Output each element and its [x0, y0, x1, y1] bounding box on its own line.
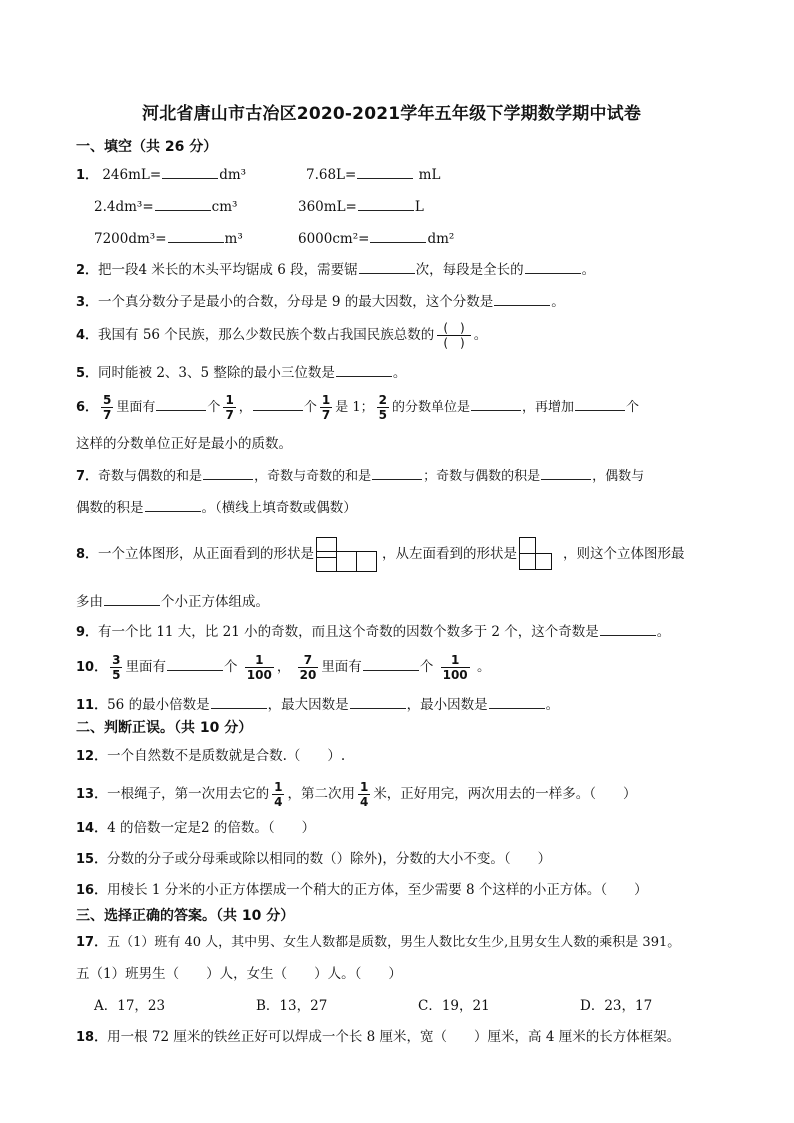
- question-text: 个: [223, 659, 238, 675]
- question-text: ，再增加: [521, 400, 574, 415]
- answer-blank[interactable]: [600, 621, 656, 636]
- unit: L: [414, 199, 424, 215]
- question-text: ，偶数与: [592, 469, 645, 484]
- denominator: 4: [359, 795, 369, 809]
- question-7-line-2: [76, 497, 357, 518]
- answer-blank[interactable]: [162, 164, 218, 179]
- answer-blank[interactable]: [203, 465, 253, 480]
- question-text: 。: [476, 659, 491, 675]
- question-number: 14．: [76, 821, 108, 836]
- expression: 2.4dm³=: [94, 199, 154, 215]
- question-number: 3．: [76, 295, 99, 310]
- question-text: ，从左面看到的形状是: [382, 546, 518, 562]
- question-14: [76, 818, 315, 839]
- denominator: 4: [274, 795, 283, 809]
- question-text: 4 的倍数一定是2 的倍数。（ ）: [107, 820, 316, 836]
- unit: cm³: [211, 199, 238, 215]
- numerator: 2: [378, 393, 387, 407]
- question-text: 。: [551, 294, 565, 310]
- denominator: 100: [246, 668, 272, 682]
- denominator: 100: [442, 668, 468, 682]
- numerator: 1: [321, 393, 331, 407]
- section-heading-1: 一、填空（共 26 分）: [76, 139, 218, 155]
- question-text: 56 的最小倍数是: [107, 697, 210, 713]
- answer-blank[interactable]: [156, 396, 206, 411]
- fraction: [320, 393, 332, 422]
- answer-blank[interactable]: [363, 656, 419, 671]
- fraction: [358, 780, 370, 809]
- fraction: [377, 393, 389, 422]
- fraction: [245, 653, 274, 682]
- question-number: 17．: [76, 935, 108, 950]
- question-text: ，则这个立体图形最: [563, 546, 685, 562]
- question-number: 6．: [76, 400, 99, 415]
- question-text: 同时能被 2、3、5 整除的最小三位数是: [98, 365, 335, 381]
- question-8: [76, 536, 685, 573]
- fraction: [441, 653, 470, 682]
- question-number: 9．: [76, 625, 99, 640]
- question-7: [76, 465, 644, 487]
- question-text: 有一个比 11 大，比 21 小的奇数，而且这个奇数的因数个数多于 2 个，这个奇数是: [98, 624, 599, 640]
- question-text: 奇数与偶数的和是: [98, 469, 203, 484]
- numerator: 1: [274, 780, 283, 794]
- answer-blank[interactable]: [145, 497, 201, 512]
- option-c[interactable]: C．19，21: [418, 998, 490, 1014]
- question-number: 12．: [76, 749, 108, 764]
- question-17: [76, 933, 680, 953]
- question-6-line-2: 这样的分数单位正好是最小的质数。: [76, 436, 292, 452]
- denominator: 5: [378, 408, 387, 422]
- question-number: 8．: [76, 547, 99, 562]
- question-text: 里面有: [116, 400, 156, 415]
- page-title: 河北省唐山市古冶区2020-2021学年五年级下学期数学期中试卷: [142, 104, 642, 124]
- question-text: 分数的分子或分母乘或除以相同的数（）除外)，分数的大小不变。（ ）: [107, 851, 552, 867]
- question-text: 。: [545, 697, 560, 713]
- answer-blank[interactable]: [357, 164, 413, 179]
- question-text: 把一段4 米长的木头平均锯成 6 段，需要锯: [98, 262, 358, 278]
- answer-blank[interactable]: [211, 694, 267, 709]
- question-text: ；奇数与偶数的积是: [423, 469, 541, 484]
- question-text: 。: [656, 624, 671, 640]
- question-text: 一根绳子，第一次用去它的: [107, 786, 270, 802]
- option-a[interactable]: A．17，23: [94, 998, 166, 1014]
- question-13: [76, 777, 637, 812]
- answer-blank[interactable]: [372, 465, 422, 480]
- answer-blank[interactable]: [494, 291, 550, 306]
- question-text: 米，正好用完，两次用去的一样多。（ ）: [373, 786, 637, 802]
- question-text: 一个真分数分子是最小的合数，分母是 9 的最大因数，这个分数是: [98, 294, 494, 310]
- question-text: 个: [207, 400, 221, 415]
- question-12: [76, 746, 345, 767]
- question-text: ，: [238, 400, 252, 415]
- question-number: 13．: [76, 787, 108, 802]
- unit: mL: [418, 167, 441, 183]
- answer-blank[interactable]: [370, 228, 426, 243]
- question-text: 个: [625, 400, 639, 415]
- expression: 6000cm²=: [298, 231, 370, 247]
- fraction: [298, 653, 319, 682]
- numerator: 1: [359, 780, 369, 794]
- question-1-item-b: [306, 164, 440, 185]
- question-text: 。: [473, 327, 488, 343]
- fraction-blank[interactable]: [437, 321, 470, 350]
- question-number: 15．: [76, 852, 108, 867]
- answer-blank[interactable]: [358, 196, 414, 211]
- question-9: [76, 621, 670, 643]
- question-1-item-e: [94, 228, 243, 249]
- numerator: 5: [103, 393, 112, 407]
- answer-blank[interactable]: [155, 196, 211, 211]
- question-text: 我国有 56 个民族，那么少数民族个数占我国民族总数的: [98, 327, 435, 343]
- question-text: 个: [419, 659, 434, 675]
- question-text: 的分数单位是: [391, 400, 470, 415]
- question-number: 10．: [76, 660, 108, 675]
- question-text: 多由: [76, 594, 103, 610]
- question-number: 18．: [76, 1030, 108, 1045]
- answer-blank[interactable]: [168, 228, 224, 243]
- question-11: [76, 694, 559, 716]
- denominator: 20: [299, 668, 317, 682]
- expression: 7.68L=: [306, 167, 357, 183]
- question-text: 个: [303, 400, 317, 415]
- question-1-row-1: [76, 164, 246, 186]
- question-number: 11．: [76, 698, 108, 713]
- question-5: [76, 362, 406, 384]
- question-text: 是 1；: [335, 400, 374, 415]
- question-text: 一个立体图形，从正面看到的形状是: [98, 546, 315, 562]
- numerator: 7: [303, 653, 313, 667]
- question-text: 偶数的积是: [76, 500, 144, 516]
- question-number: 7．: [76, 469, 99, 484]
- answer-blank[interactable]: [253, 396, 303, 411]
- question-2: [76, 259, 595, 281]
- fraction: [272, 780, 284, 809]
- question-text: 用棱长 1 分米的小正方体摆成一个稍大的正方体，至少需要 8 个这样的小正方体。（ ）: [107, 882, 648, 898]
- denominator: 7: [321, 408, 331, 422]
- question-16: [76, 880, 648, 901]
- question-4: [76, 318, 487, 353]
- fraction: [223, 393, 235, 422]
- answer-blank[interactable]: [525, 259, 581, 274]
- question-number: 2．: [76, 263, 99, 278]
- question-text: 。（横线上填奇数或偶数）: [201, 500, 357, 516]
- answer-blank[interactable]: [575, 396, 625, 411]
- answer-blank[interactable]: [336, 362, 392, 377]
- option-d[interactable]: D．23，17: [580, 998, 653, 1014]
- question-text: 里面有: [321, 659, 362, 675]
- question-text: 。: [581, 262, 596, 278]
- front-view-figure: [316, 537, 380, 573]
- question-text: ，奇数与奇数的和是: [254, 469, 372, 484]
- question-text: 次，每段是全长的: [415, 262, 524, 278]
- question-text: 五（1）班有 40 人，其中男、女生人数都是质数，男生人数比女生少,且男女生人数的乘积是 391。: [107, 935, 681, 950]
- question-1-item-d: [298, 196, 424, 217]
- expression: 7200dm³=: [94, 231, 167, 247]
- section-heading-2: 二、判断正误。（共 10 分）: [76, 720, 253, 736]
- expression: 360mL=: [298, 199, 357, 215]
- denominator: 7: [225, 408, 234, 422]
- numerator: 1: [255, 653, 264, 667]
- denominator: 7: [103, 408, 112, 422]
- answer-blank[interactable]: [489, 694, 545, 709]
- option-b[interactable]: B．13，27: [256, 998, 328, 1014]
- answer-blank[interactable]: [167, 656, 223, 671]
- question-text: ，第二次用: [287, 786, 355, 802]
- question-text: 里面有: [125, 659, 166, 675]
- question-1-item-f: [298, 228, 454, 249]
- numerator: 1: [225, 393, 234, 407]
- unit: dm²: [427, 231, 455, 247]
- numerator: 1: [450, 653, 460, 667]
- numerator: 3: [112, 653, 121, 667]
- question-text: ，: [276, 659, 291, 675]
- unit: m³: [224, 231, 243, 247]
- answer-blank[interactable]: [541, 465, 591, 480]
- fraction: [101, 393, 113, 422]
- expression: 246mL=: [102, 167, 162, 183]
- question-number: 4．: [76, 328, 99, 343]
- question-number: 1．: [76, 168, 99, 183]
- denominator: 5: [112, 668, 121, 682]
- unit: dm³: [219, 167, 247, 183]
- question-6: [76, 391, 639, 425]
- numerator: ( ): [443, 321, 465, 335]
- question-text: 个小正方体组成。: [161, 594, 269, 610]
- left-view-figure: [519, 537, 561, 573]
- question-3: [76, 291, 565, 313]
- question-10: [76, 650, 490, 685]
- question-text: 。: [392, 365, 407, 381]
- answer-blank[interactable]: [104, 591, 160, 606]
- section-heading-3: 三、选择正确的答案。（共 10 分）: [76, 908, 295, 924]
- question-text: 用一根 72 厘米的铁丝正好可以焊成一个长 8 厘米，宽（ ）厘米，高 4 厘米的长方体框架。: [107, 1029, 681, 1045]
- question-text: ，最小因数是: [406, 697, 488, 713]
- question-17-line-2: 五（1）班男生（ ）人，女生（ ）人。（ ）: [76, 966, 402, 982]
- answer-blank[interactable]: [359, 259, 415, 274]
- fraction: [110, 653, 122, 682]
- answer-blank[interactable]: [471, 396, 521, 411]
- question-18: [76, 1027, 680, 1048]
- question-text: 一个自然数不是质数就是合数.（ ）.: [107, 748, 346, 764]
- denominator: ( ): [437, 335, 470, 350]
- question-text: ，最大因数是: [267, 697, 349, 713]
- question-15: [76, 849, 551, 870]
- question-1-item-c: [94, 196, 237, 217]
- answer-blank[interactable]: [350, 694, 406, 709]
- question-8-line-2: [76, 591, 269, 612]
- question-number: 16．: [76, 883, 108, 898]
- question-number: 5．: [76, 366, 99, 381]
